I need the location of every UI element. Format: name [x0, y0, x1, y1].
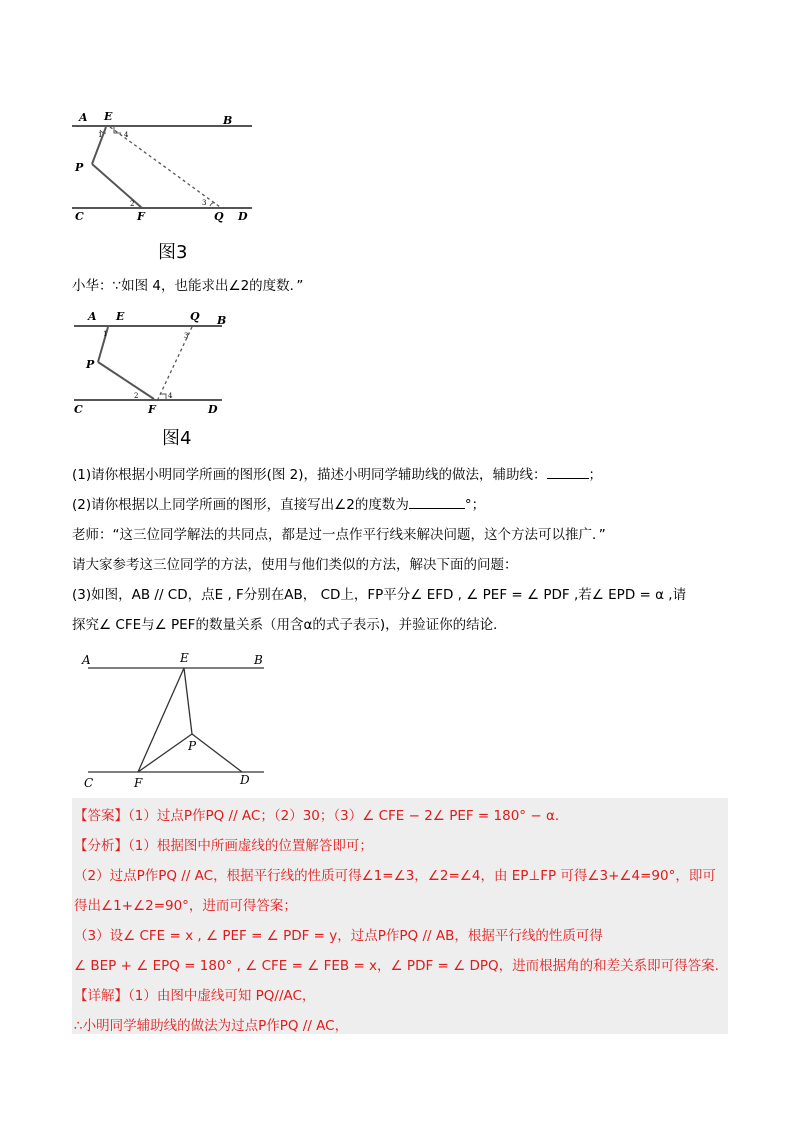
label-A: A	[88, 310, 97, 323]
detail-text-1: （1）由图中虚线可知 PQ//AC，	[128, 988, 316, 1004]
label-1: 1	[103, 330, 108, 338]
label-F: F	[134, 776, 143, 790]
label-B: B	[223, 114, 233, 127]
xiaohua-statement: 小华：∵如图 4，也能求出∠2的度数．”	[72, 278, 304, 294]
label-D: D	[238, 210, 248, 223]
label-2: 2	[134, 392, 139, 400]
instruction: 请大家参考这三位同学的方法，使用与他们类似的方法，解决下面的问题：	[72, 557, 518, 573]
figure-4	[70, 306, 240, 448]
answer-blank-1[interactable]	[547, 466, 589, 479]
label-3: 3	[202, 199, 207, 207]
analysis-line-4: （3）设∠ CFE = x , ∠ PEF = ∠ PDF = y，过点P作PQ // AB，根据平行线的性质可得	[74, 928, 603, 944]
label-D: D	[208, 403, 218, 416]
figure-3	[70, 106, 260, 266]
label-F: F	[148, 403, 156, 416]
analysis-line-3: 得出∠1+∠2=90°，进而可得答案；	[74, 898, 297, 914]
question-2	[72, 495, 485, 515]
figure-q3	[72, 648, 272, 798]
label-A: A	[79, 111, 88, 124]
label-P: P	[75, 161, 84, 174]
label-3: 3	[184, 332, 189, 340]
detail-tag: 【详解】	[74, 988, 128, 1004]
analysis-line-5: ∠ BEP + ∠ EPQ = 180° , ∠ CFE = ∠ FEB = x，∠ PDF = ∠ DPQ，进而根据角的和差关系即可得答案.	[74, 958, 719, 974]
label-E: E	[116, 310, 125, 323]
question-1-end: ；	[588, 467, 603, 483]
question-1-text: (1)请你根据小明同学所画的图形(图 2)，描述小明同学辅助线的做法，辅助线：	[72, 467, 547, 483]
detail-line-1	[74, 986, 315, 1006]
label-C: C	[75, 210, 84, 223]
analysis-line-2: （2）过点P作PQ // AC，根据平行线的性质可得∠1=∠3，∠2=∠4，由 EP⊥FP 可得∠3+∠4=90°，即可	[74, 868, 716, 884]
label-P: P	[188, 739, 197, 753]
question-2-end: °；	[464, 497, 486, 513]
label-E: E	[104, 110, 113, 123]
label-A: A	[82, 653, 91, 667]
label-1: 1	[98, 131, 103, 139]
question-3-line-2: 探究∠ CFE与∠ PEF的数量关系（用含α的式子表示)，并验证你的结论．	[72, 617, 507, 633]
figure-4-caption: 图4	[162, 428, 192, 449]
figure-q3-diagram	[72, 648, 272, 798]
label-4: 4	[124, 131, 129, 139]
figure-3-caption: 图3	[158, 242, 188, 263]
detail-line-2: ∴小明同学辅助线的做法为过点P作PQ // AC，	[74, 1018, 349, 1034]
label-B: B	[254, 653, 263, 667]
question-3-line-1: (3)如图，AB // CD，点E , F分别在AB， CD上，FP平分∠ EFD , ∠ PEF = ∠ PDF ,若∠ EPD = α ,请	[72, 587, 687, 603]
question-2-text: (2)请你根据以上同学所画的图形，直接写出∠2的度数为	[72, 497, 409, 513]
label-F: F	[137, 210, 145, 223]
figure-4-diagram	[70, 306, 240, 426]
label-C: C	[84, 776, 94, 790]
label-4: 4	[168, 392, 173, 400]
answer-blank-2[interactable]	[409, 496, 465, 509]
label-C: C	[74, 403, 83, 416]
answer-line	[74, 806, 568, 826]
label-P: P	[86, 358, 95, 371]
question-1	[72, 465, 602, 485]
label-Q: Q	[214, 210, 224, 223]
label-B: B	[217, 314, 227, 327]
label-E: E	[180, 651, 189, 665]
label-2: 2	[130, 200, 135, 208]
analysis-line-1	[74, 836, 373, 856]
teacher-remark: 老师：“这三位同学解法的共同点，都是过一点作平行线来解决问题，这个方法可以推广．”	[72, 527, 606, 543]
label-Q: Q	[190, 310, 200, 323]
answer-text: （1）过点P作PQ // AC；（2）30；（3）∠ CFE − 2∠ PEF = 180° − α．	[128, 808, 569, 824]
answer-tag: 【答案】	[74, 808, 128, 824]
analysis-text-1: （1）根据图中所画虚线的位置解答即可；	[128, 838, 373, 854]
analysis-tag: 【分析】	[74, 838, 128, 854]
label-D: D	[240, 773, 250, 787]
